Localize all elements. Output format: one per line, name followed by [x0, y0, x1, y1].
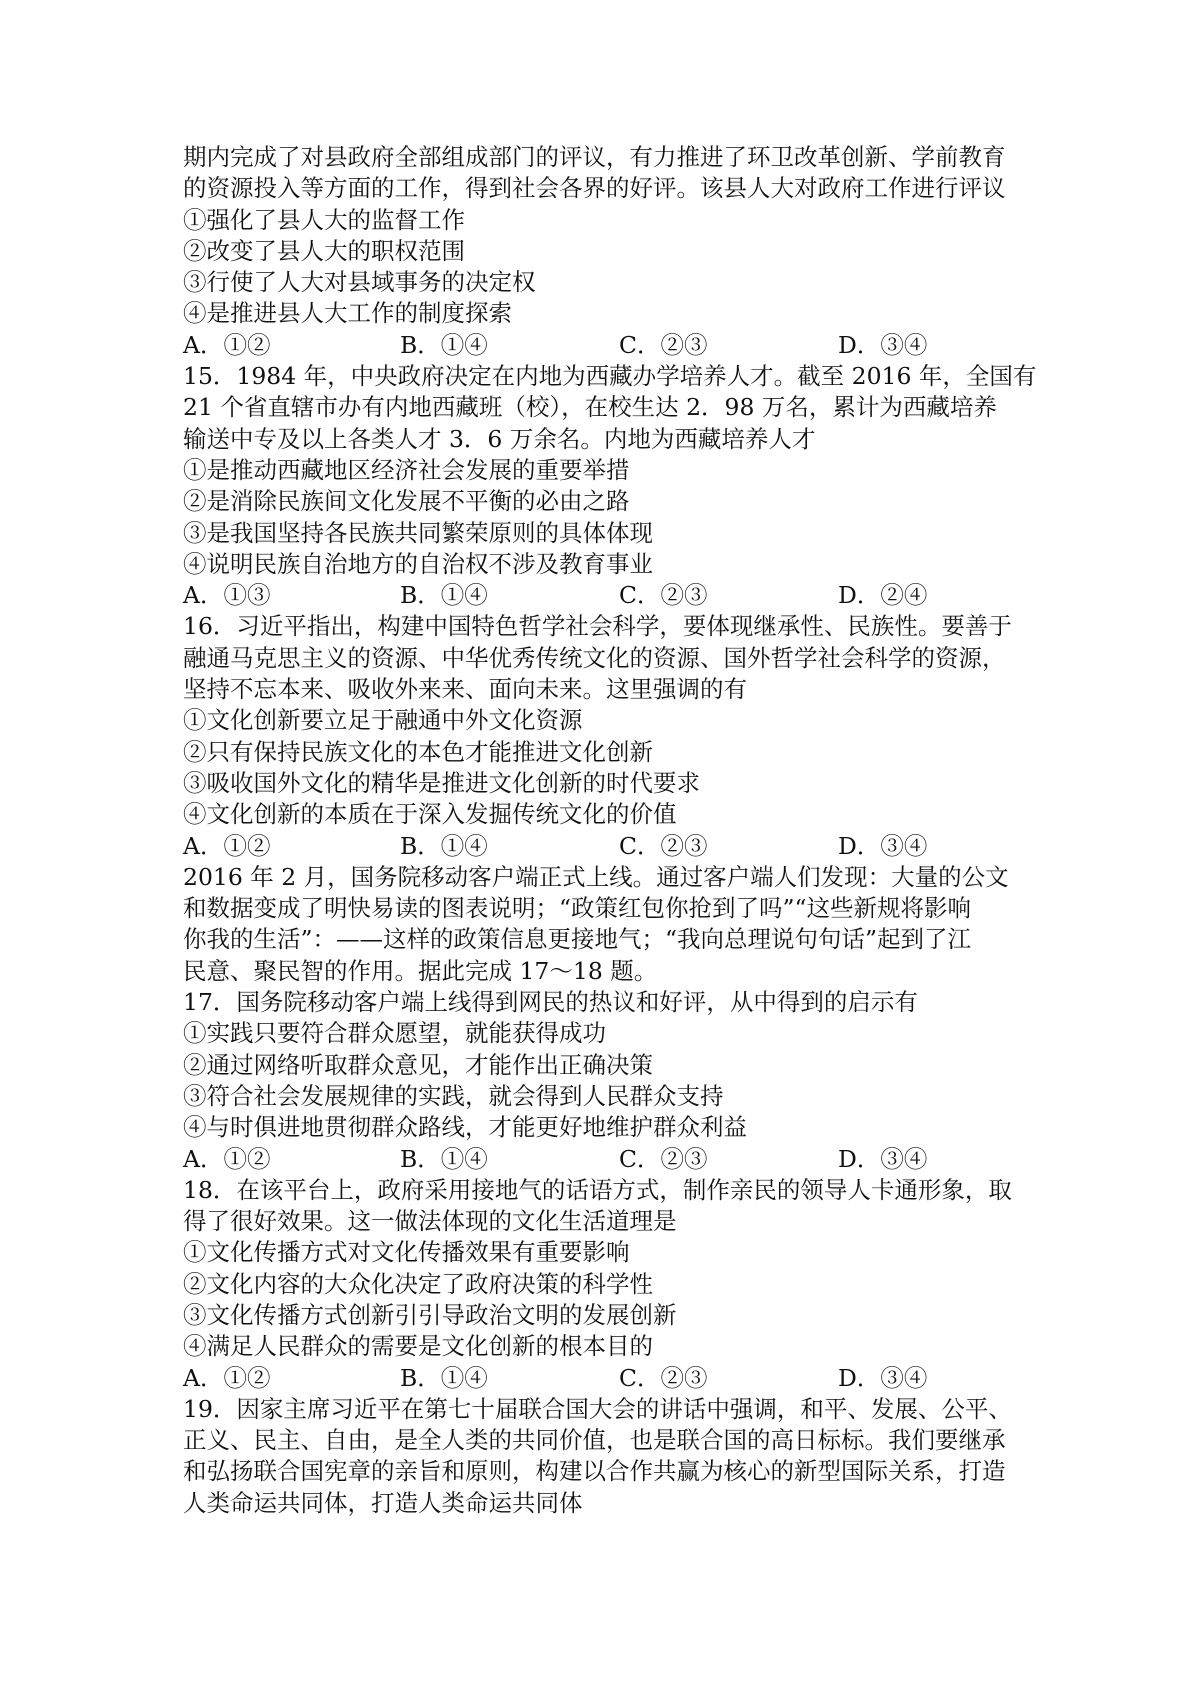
option-a: A．①② — [183, 1144, 271, 1173]
choice-statement-3: ③吸收国外文化的精华是推进文化创新的时代要求 — [183, 768, 700, 797]
option-d: D．②④ — [838, 581, 928, 610]
option-c: C．②③ — [619, 1144, 708, 1173]
option-d: D．③④ — [838, 330, 928, 359]
question-17 — [183, 862, 1043, 1175]
question-text-line: 15．1984 年，中央政府决定在内地为西藏办学培养人才。截至 2016 年，全国有 — [183, 362, 1037, 391]
choice-statement-1: ①是推动西藏地区经济社会发展的重要举措 — [183, 455, 630, 484]
question-15 — [183, 361, 1043, 611]
choice-statement-2: ②文化内容的大众化决定了政府决策的科学性 — [183, 1269, 653, 1298]
option-c: C．②③ — [619, 330, 708, 359]
question-19 — [183, 1394, 1043, 1519]
choice-statement-2: ②只有保持民族文化的本色才能推进文化创新 — [183, 737, 653, 766]
choice-statement-1: ①实践只要符合群众愿望，就能获得成功 — [183, 1019, 606, 1048]
question-text-line: 18．在该平台上，政府采用接地气的话语方式，制作亲民的领导人卡通形象，取 — [183, 1175, 1012, 1204]
choice-statement-2: ②改变了县人大的职权范围 — [183, 236, 465, 265]
option-b: B．①④ — [400, 581, 488, 610]
choice-statement-4: ④满足人民群众的需要是文化创新的根本目的 — [183, 1332, 653, 1361]
question-text-line: 17．国务院移动客户端上线得到网民的热议和好评，从中得到的启示有 — [183, 988, 918, 1017]
option-d: D．③④ — [838, 831, 928, 860]
option-b: B．①④ — [400, 330, 488, 359]
question-16 — [183, 611, 1043, 861]
option-a: A．①② — [183, 1363, 271, 1392]
material-text-line: 2016 年 2 月，国务院移动客户端正式上线。通过客户端人们发现：大量的公文 — [183, 862, 1009, 891]
question-text-line: 正义、民主、自由，是全人类的共同价值，也是联合国的高日标标。我们要继承 — [183, 1426, 1006, 1455]
option-c: C．②③ — [619, 831, 708, 860]
question-text-line: 融通马克思主义的资源、中华优秀传统文化的资源、国外哲学社会科学的资源， — [183, 643, 1006, 672]
question-18 — [183, 1175, 1043, 1394]
choice-statement-1: ①文化传播方式对文化传播效果有重要影响 — [183, 1238, 630, 1267]
option-a: A．①③ — [183, 581, 271, 610]
question-text-line: 人类命运共同体，打造人类命运共同体 — [183, 1488, 583, 1517]
material-text-line: 民意、聚民智的作用。据此完成 17～18 题。 — [183, 956, 658, 985]
choice-statement-2: ②通过网络听取群众意见，才能作出正确决策 — [183, 1050, 653, 1079]
choice-statement-3: ③符合社会发展规律的实践，就会得到人民群众支持 — [183, 1081, 724, 1110]
choice-statement-4: ④说明民族自治地方的自治权不涉及教育事业 — [183, 549, 653, 578]
choice-statement-1: ①强化了县人大的监督工作 — [183, 205, 465, 234]
option-b: B．①④ — [400, 1144, 488, 1173]
choice-statement-4: ④文化创新的本质在于深入发掘传统文化的价值 — [183, 800, 677, 829]
choice-statement-4: ④与时俱进地贯彻群众路线，才能更好地维护群众利益 — [183, 1113, 747, 1142]
question-text-line: 和弘扬联合国宪章的亲旨和原则，构建以合作共赢为核心的新型国际关系，打造 — [183, 1457, 1006, 1486]
answer-options — [183, 1144, 1043, 1175]
answer-options — [183, 330, 1043, 361]
option-b: B．①④ — [400, 831, 488, 860]
question-text-line: 21 个省直辖市办有内地西藏班（校），在校生达 2．98 万名，累计为西藏培养 — [183, 393, 997, 422]
question-text-line: 期内完成了对县政府全部组成部门的评议，有力推进了环卫改革创新、学前教育 — [183, 143, 1006, 171]
option-d: D．③④ — [838, 1144, 928, 1173]
option-c: C．②③ — [619, 581, 708, 610]
material-text-line: 和数据变成了明快易读的图表说明；“政策红包你抢到了吗”“这些新规将影响 — [183, 894, 972, 923]
question-14-continuation — [183, 142, 1043, 361]
document-page — [183, 142, 1043, 1519]
option-b: B．①④ — [400, 1363, 488, 1392]
option-a: A．①② — [183, 330, 271, 359]
choice-statement-1: ①文化创新要立足于融通中外文化资源 — [183, 706, 583, 735]
question-text-line: 19．因家主席习近平在第七十届联合国大会的讲话中强调，和平、发展、公平、 — [183, 1394, 1012, 1423]
answer-options — [183, 1363, 1043, 1394]
answer-options — [183, 831, 1043, 862]
material-text-line: 你我的生活”：——这样的政策信息更接地气；“我向总理说句句话”起到了江 — [183, 925, 972, 954]
choice-statement-2: ②是消除民族间文化发展不平衡的必由之路 — [183, 487, 630, 516]
choice-statement-3: ③是我国坚持各民族共同繁荣原则的具体体现 — [183, 518, 653, 547]
option-c: C．②③ — [619, 1363, 708, 1392]
choice-statement-4: ④是推进县人大工作的制度探索 — [183, 299, 512, 328]
question-text-line: 得了很好效果。这一做法体现的文化生活道理是 — [183, 1207, 677, 1236]
answer-options — [183, 580, 1043, 611]
question-text-line: 坚持不忘本来、吸收外来来、面向未来。这里强调的有 — [183, 675, 747, 704]
question-text-line: 的资源投入等方面的工作，得到社会各界的好评。该县人大对政府工作进行评议 — [183, 174, 1006, 203]
choice-statement-3: ③行使了人大对县域事务的决定权 — [183, 268, 536, 297]
question-text-line: 输送中专及以上各类人才 3．6 万余名。内地为西藏培养人才 — [183, 424, 816, 453]
option-d: D．③④ — [838, 1363, 928, 1392]
option-a: A．①② — [183, 831, 271, 860]
choice-statement-3: ③文化传播方式创新引引导政治文明的发展创新 — [183, 1300, 677, 1329]
question-text-line: 16．习近平指出，构建中国特色哲学社会科学，要体现继承性、民族性。要善于 — [183, 612, 1012, 641]
